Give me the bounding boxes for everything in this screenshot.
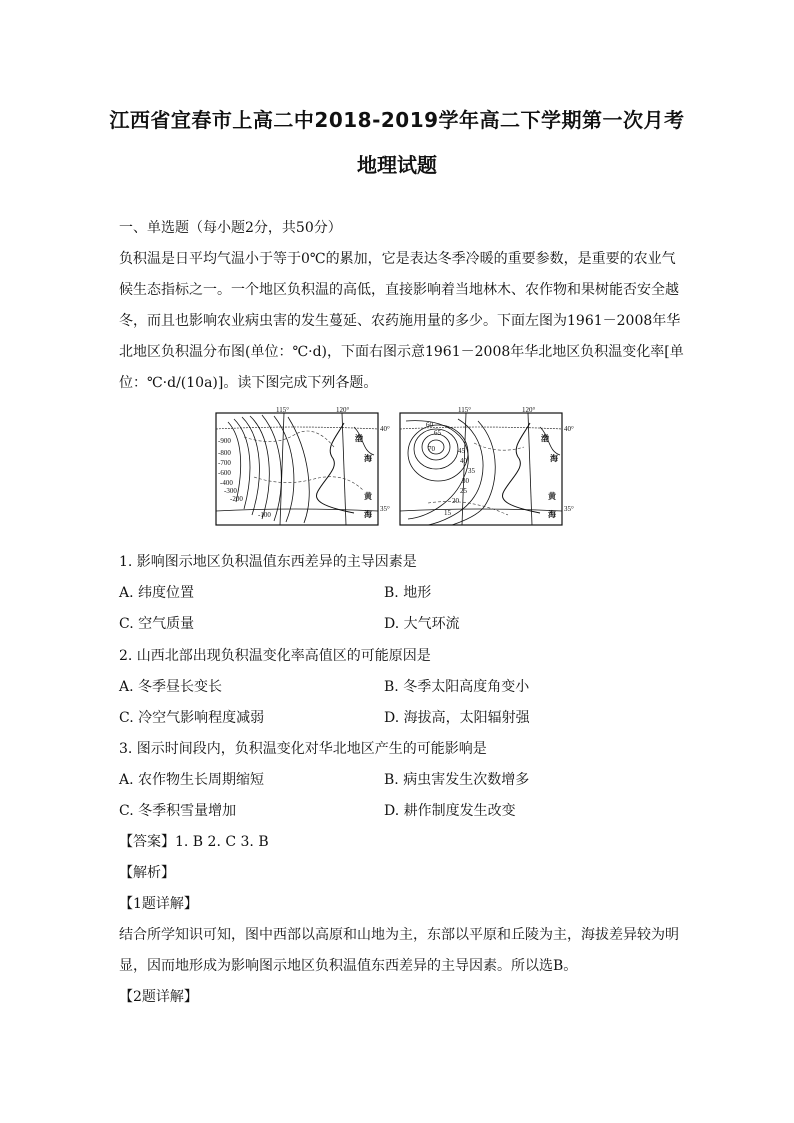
contour-label: -100 bbox=[258, 511, 271, 519]
intro-line: 冬，而且也影响农业病虫害的发生蔓延、农药施用量的多少。下面左图为1961－2008年华 bbox=[119, 313, 681, 329]
detail-text: 结合所学知识可知，图中西部以高原和山地为主，东部以平原和丘陵为主，海拔差异较为明 bbox=[119, 927, 679, 943]
option-text: C. 冬季积雪量增加 bbox=[119, 803, 237, 819]
intro-line: 负积温是日平均气温小于等于0℃的累加，它是表达冬季冷暖的重要参数，是重要的农业气 bbox=[119, 251, 676, 267]
map-figure bbox=[214, 407, 584, 532]
sea-label: 渤 bbox=[541, 434, 549, 443]
lat-label: 40° bbox=[380, 425, 390, 433]
sea-label: 海 bbox=[548, 510, 556, 519]
question-stem: 1. 影响图示地区负积温值东西差异的主导因素是 bbox=[119, 554, 417, 570]
contour-label: 35 bbox=[468, 467, 475, 475]
contour-label: -800 bbox=[218, 449, 231, 457]
section-heading: 一、单选题（每小题2分，共50分） bbox=[119, 220, 342, 236]
option-text: D. 海拔高，太阳辐射强 bbox=[384, 710, 530, 726]
lon-label: 115° bbox=[276, 407, 290, 414]
option-text: B. 病虫害发生次数增多 bbox=[384, 772, 530, 788]
negative-accumulated-temperature-change-rate-map bbox=[398, 407, 576, 532]
contour-label: -900 bbox=[218, 437, 231, 445]
sea-label: 渤 bbox=[355, 434, 363, 443]
option-text: C. 冷空气影响程度减弱 bbox=[119, 710, 265, 726]
contour-label: 65 bbox=[434, 429, 441, 437]
document-subtitle: 地理试题 bbox=[357, 153, 437, 177]
question-stem: 2. 山西北部出现负积温变化率高值区的可能原因是 bbox=[119, 648, 431, 664]
contour-label: 25 bbox=[460, 487, 467, 495]
answer-line: 【答案】1. B 2. C 3. B bbox=[119, 834, 269, 850]
contour-label: 45 bbox=[458, 447, 465, 455]
option-text: C. 空气质量 bbox=[119, 616, 195, 632]
option-text: B. 地形 bbox=[384, 585, 432, 601]
contour-label: -400 bbox=[220, 479, 233, 487]
contour-label: -600 bbox=[218, 469, 231, 477]
contour-label: 70 bbox=[428, 445, 435, 453]
sea-label: 海 bbox=[364, 454, 372, 463]
contour-label: -200 bbox=[230, 495, 243, 503]
lat-label: 40° bbox=[564, 425, 574, 433]
contour-label: -300 bbox=[224, 487, 237, 495]
option-text: A. 纬度位置 bbox=[119, 585, 195, 601]
option-text: D. 大气环流 bbox=[384, 616, 460, 632]
detail-label: 【2题详解】 bbox=[119, 989, 198, 1005]
lon-label: 120° bbox=[336, 407, 350, 414]
negative-accumulated-temperature-map bbox=[214, 407, 392, 532]
sea-label: 黄 bbox=[548, 492, 556, 501]
sea-label: 海 bbox=[364, 510, 372, 519]
option-text: B. 冬季太阳高度角变小 bbox=[384, 679, 530, 695]
lat-label: 35° bbox=[564, 505, 574, 513]
detail-label: 【1题详解】 bbox=[119, 896, 198, 912]
question-stem: 3. 图示时间段内，负积温变化对华北地区产生的可能影响是 bbox=[119, 741, 487, 757]
lon-label: 120° bbox=[522, 407, 536, 414]
contour-label: 15 bbox=[444, 509, 451, 517]
intro-line: 候生态指标之一。一个地区负积温的高低，直接影响着当地林木、农作物和果树能否安全越 bbox=[119, 282, 679, 298]
intro-line: 位：℃·d/(10a)]。读下图完成下列各题。 bbox=[119, 375, 378, 391]
contour-label: 60 bbox=[426, 421, 433, 429]
analysis-label: 【解析】 bbox=[119, 865, 175, 881]
option-text: A. 农作物生长周期缩短 bbox=[119, 772, 265, 788]
detail-text: 显，因而地形成为影响图示地区负积温值东西差异的主导因素。所以选B。 bbox=[119, 958, 578, 974]
option-text: D. 耕作制度发生改变 bbox=[384, 803, 516, 819]
left-map-svg bbox=[214, 407, 392, 532]
intro-line: 北地区负积温分布图(单位：℃·d)，下面右图示意1961－2008年华北地区负积温变化率[单 bbox=[119, 344, 684, 360]
sea-label: 海 bbox=[550, 454, 558, 463]
document-title: 江西省宜春市上高二中2018-2019学年高二下学期第一次月考 bbox=[109, 108, 685, 132]
sea-label: 黄 bbox=[364, 492, 372, 501]
lon-label: 115° bbox=[458, 407, 472, 414]
lat-label: 35° bbox=[380, 505, 390, 513]
contour-label: 20 bbox=[452, 497, 459, 505]
contour-label: 30 bbox=[462, 477, 469, 485]
right-map-svg bbox=[398, 407, 576, 532]
contour-label: -700 bbox=[218, 459, 231, 467]
option-text: A. 冬季昼长变长 bbox=[119, 679, 223, 695]
contour-label: 40 bbox=[460, 457, 467, 465]
